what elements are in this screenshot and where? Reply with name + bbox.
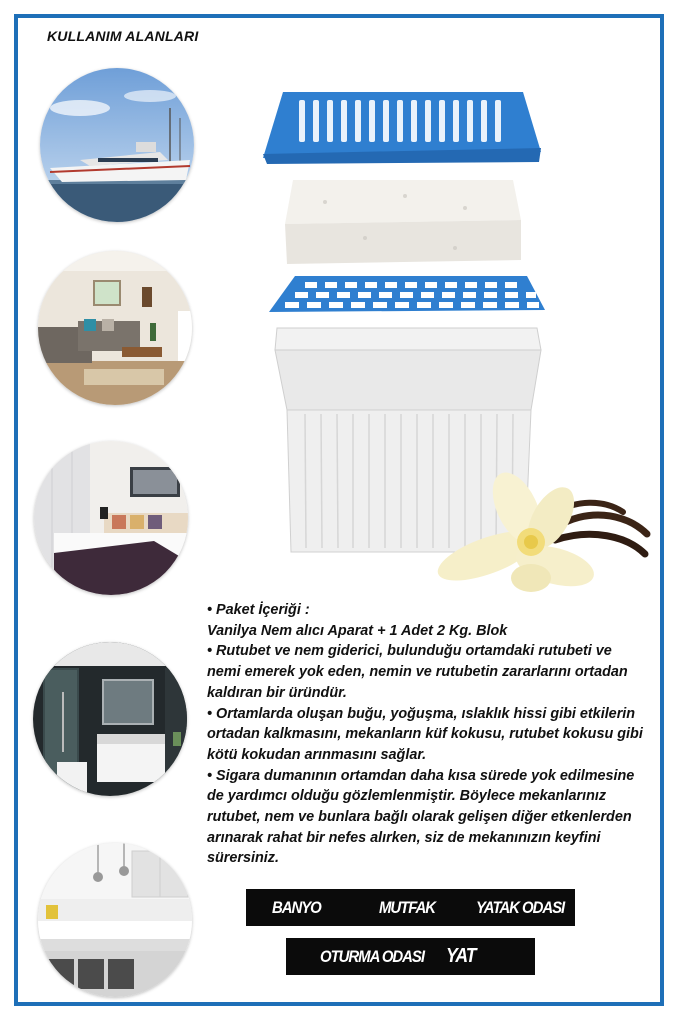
tag-mutfak: MUTFAK xyxy=(379,897,435,917)
description-paragraph-3: • Sigara dumanının ortamdan daha kısa sürede yok edilmesine de yardımcı olduğu gözlemlenmiştir. Böylece mekanlarınız rutubet, nem ve bunlara bağlı olarak gelişen diğer etkenlerden arınarak rahat bir nefes alırken, siz de mekanınızın keyfini sürersiniz. xyxy=(207,767,635,867)
package-label: • Paket İçeriği : xyxy=(207,602,310,618)
product-description xyxy=(207,600,647,869)
bathroom-photo xyxy=(33,642,187,796)
kitchen-photo xyxy=(38,843,192,997)
description-paragraph-1: • Rutubet ve nem giderici, bulunduğu ortamdaki rutubeti ve nemi emerek yok eden, nemin ve rutubetin zararlarını ortadan kaldıran bir üründür. xyxy=(207,643,628,701)
tag-banyo: BANYO xyxy=(272,897,321,917)
bedroom-photo xyxy=(34,441,188,595)
basket-lid xyxy=(263,92,541,164)
dehumidifier-product-image xyxy=(255,88,665,608)
usage-tags-row-1 xyxy=(246,889,575,926)
tag-yat: YAT xyxy=(446,945,476,967)
yacht-photo xyxy=(40,68,194,222)
grid-tray xyxy=(269,276,545,312)
moisture-block xyxy=(285,180,521,264)
tag-yatak-odasi: YATAK ODASI xyxy=(476,897,565,917)
tag-oturma-odasi: OTURMA ODASI xyxy=(320,946,424,966)
package-contents: Vanilya Nem alıcı Aparat + 1 Adet 2 Kg. Blok xyxy=(207,622,508,639)
page-title: KULLANIM ALANLARI xyxy=(47,28,199,44)
description-paragraph-2: • Ortamlarda oluşan buğu, yoğuşma, ıslaklık hissi gibi etkilerin ortadan kalkmasını, mekanların küf kokusu, rutubet kokusu gibi kötü kokudan arınmasını sağlar. xyxy=(207,705,643,763)
living-room-photo xyxy=(38,251,192,405)
usage-tags-row-2 xyxy=(286,938,535,975)
